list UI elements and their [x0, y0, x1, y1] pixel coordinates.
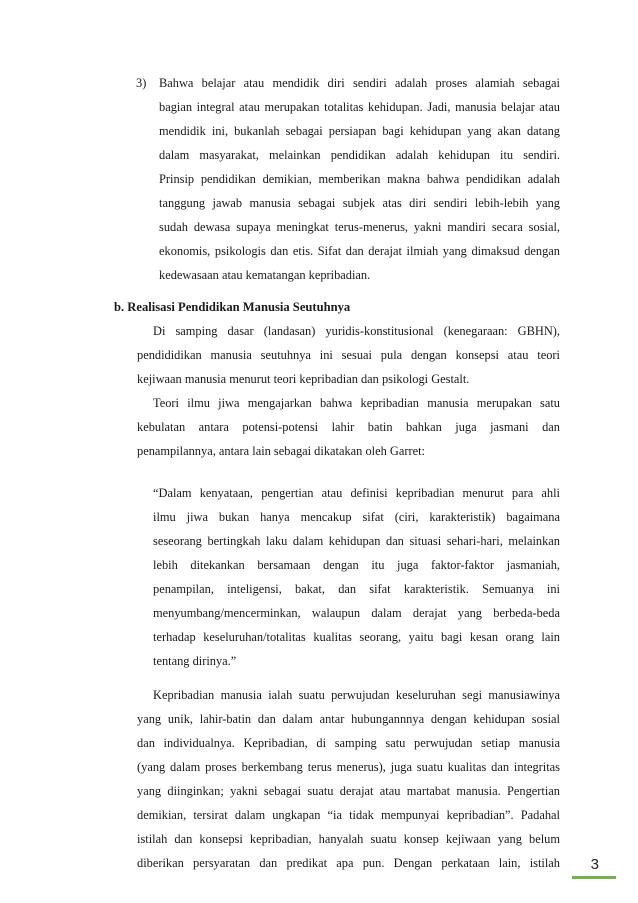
quote-line: ilmu jiwa bukan hanya mencakup sifat (ciri, karakteristik) bagaimana: [153, 510, 560, 524]
text-line: ekonomis, psikologis dan etis. Sifat dan derajat ilmiah yang dimaksud dengan: [159, 244, 560, 258]
text-line: kejiwaan manusia menurut teori kepribadian dan psikologi Gestalt.: [137, 372, 470, 386]
text-line: dalam masyarakat, melainkan pendidikan adalah kehidupan itu sendiri.: [159, 148, 560, 162]
page-number-underline: [572, 876, 616, 879]
text-line: kebulatan antara potensi-potensi lahir batin bahkan juga jasmani dan: [137, 420, 560, 434]
text-line: Bahwa belajar atau mendidik diri sendiri adalah proses alamiah sebagai: [159, 76, 560, 90]
section-heading: b. Realisasi Pendidikan Manusia Seutuhnya: [114, 300, 351, 314]
text-line: yang diinginkan; yakni sebagai suatu derajat atau martabat manusia. Pengertian: [137, 784, 560, 798]
text-line: yang unik, lahir-batin dan dalam antar hubungannnya dengan kehidupan sosial: [137, 712, 560, 726]
text-line: tanggung jawab manusia sebagai subjek atas diri sendiri lebih-lebih yang: [159, 196, 560, 210]
text-line: Prinsip pendidikan demikian, memberikan makna bahwa pendidikan adalah: [159, 172, 560, 186]
quote-line: tentang dirinya.”: [153, 654, 237, 668]
text-line: bagian integral atau merupakan totalitas kehidupan. Jadi, manusia belajar atau: [159, 100, 560, 114]
text-line: kedewasaan atau kematangan kepribadian.: [159, 268, 371, 282]
quote-line: seseorang bertingkah laku dalam kehidupan dan situasi sehari-hari, melainkan: [153, 534, 560, 548]
quote-line: “Dalam kenyataan, pengertian atau definisi kepribadian menurut para ahli: [153, 486, 560, 500]
text-line: Teori ilmu jiwa mengajarkan bahwa kepribadian manusia merupakan satu: [153, 396, 560, 410]
quote-line: terhadap keseluruhan/totalitas kualitas seorang, yaitu bagi kesan orang lain: [153, 630, 560, 644]
text-line: demikian, tersirat dalam ungkapan “ia tidak mempunyai kepribadian”. Padahal: [137, 808, 560, 822]
text-line: diberikan persyaratan dan predikat apa pun. Dengan perkataan lain, istilah: [137, 856, 560, 870]
text-line: mendidik ini, bukanlah sebagai persiapan bagi kehidupan yang akan datang: [159, 124, 560, 138]
text-line: Di samping dasar (landasan) yuridis-konstitusional (kenegaraan: GBHN),: [153, 324, 560, 338]
text-line: istilah dan konsepsi kepribadian, hanyalah suatu konsep kejiwaan yang belum: [137, 832, 560, 846]
text-line: penampilannya, antara lain sebagai dikatakan oleh Garret:: [137, 444, 425, 458]
text-line: Kepribadian manusia ialah suatu perwujudan keseluruhan segi manusiawinya: [153, 688, 560, 702]
text-line: dan individualnya. Kepribadian, di samping satu perwujudan setiap manusia: [137, 736, 560, 750]
text-line: sudah dewasa supaya meningkat terus-menerus, yakni mandiri secara sosial,: [159, 220, 560, 234]
text-line: (yang dalam proses berkembang terus menerus), juga suatu kualitas dan integritas: [137, 760, 560, 774]
quote-line: lebih ditekankan bersamaan dengan itu juga faktor-faktor jasmaniah,: [153, 558, 560, 572]
list-item-number: 3): [136, 76, 147, 90]
quote-line: menyumbang/mencerminkan, walaupun dalam derajat yang berbeda-beda: [153, 606, 560, 620]
page-number: 3: [590, 856, 599, 873]
quote-line: penampilan, inteligensi, bakat, dan sifat karakteristik. Semuanya ini: [153, 582, 560, 596]
text-line: pendididikan manusia seutuhnya ini sesuai pula dengan konsepsi atau teori: [137, 348, 560, 362]
